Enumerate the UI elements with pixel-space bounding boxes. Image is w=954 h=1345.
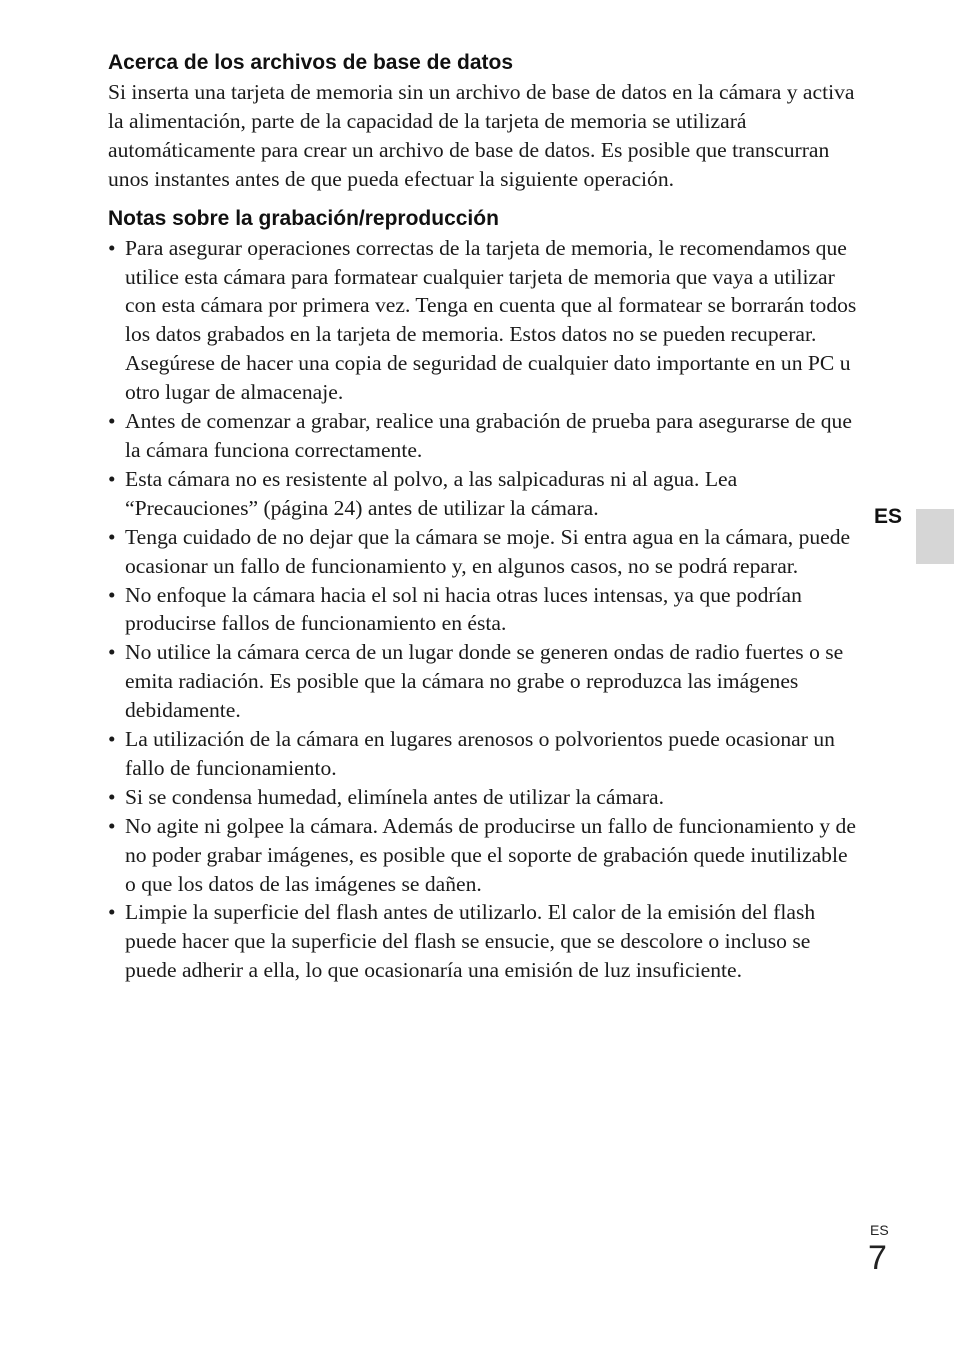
list-item [108,812,860,899]
recording-playback-notes-section [108,204,860,986]
bullet-icon: • [108,582,116,607]
database-files-section [108,48,860,194]
list-item-text: Si se condensa humedad, elimínela antes de utilizar la cámara. [125,784,665,809]
language-tab-label: ES [874,505,903,528]
notes-list [108,234,860,986]
page-content [108,48,860,985]
list-item [108,725,860,783]
bullet-icon: • [108,466,116,491]
list-item-text: No agite ni golpee la cámara. Además de producirse un fallo de funcionamiento y de no poder grabar imágenes, es posible que el soporte de grabación quede inutilizable o que los datos de las imágenes se dañen. [125,813,856,896]
list-item [108,581,860,639]
list-item-text: Esta cámara no es resistente al polvo, a las salpicaduras ni al agua. Lea “Precauciones” (página 24) antes de utilizar la cámara. [125,466,738,520]
list-item [108,523,860,581]
list-item-text: Tenga cuidado de no dejar que la cámara se moje. Si entra agua en la cámara, puede ocasionar un fallo de funcionamiento y, en algunos casos, no se podrá reparar. [125,524,851,578]
language-side-tab [916,509,954,564]
list-item-text: No enfoque la cámara hacia el sol ni hacia otras luces intensas, ya que podrían producirse fallos de funcionamiento en ésta. [125,582,802,636]
bullet-icon: • [108,784,116,809]
list-item-text: Antes de comenzar a grabar, realice una grabación de prueba para asegurarse de que la cámara funciona correctamente. [125,409,852,462]
list-item [108,465,860,523]
list-item [108,407,860,465]
bullet-icon: • [108,813,116,838]
list-item-text: Limpie la superficie del flash antes de utilizarlo. El calor de la emisión del flash puede hacer que la superficie del flash se ensucie, que se descolore o incluso se puede adherir a ella, lo que ocasionaría una emisión de luz insuficiente. [125,900,816,983]
list-item [108,234,860,407]
list-item [108,638,860,725]
bullet-icon: • [108,235,116,260]
list-item-text: La utilización de la cámara en lugares arenosos o polvorientos puede ocasionar un fallo de funcionamiento. [125,727,835,780]
page-number: 7 [868,1239,887,1277]
list-item [108,898,860,985]
database-files-paragraph: Si inserta una tarjeta de memoria sin un archivo de base de datos en la cámara y activa la alimentación, parte de la capacidad de la tarjeta de memoria se utilizará automáticamente para crear un archivo de base de datos. Es posible que transcurran unos instantes antes de que pueda efectuar la siguiente operación. [108,80,855,191]
bullet-icon: • [108,900,116,925]
list-item-text: No utilice la cámara cerca de un lugar donde se generen ondas de radio fuertes o se emita radiación. Es posible que la cámara no grabe o reproduzca las imágenes debidamente. [125,640,844,723]
section-heading-database-files: Acerca de los archivos de base de datos [108,51,514,74]
bullet-icon: • [108,524,116,549]
list-item-text: Para asegurar operaciones correctas de la tarjeta de memoria, le recomendamos que utilice esta cámara para formatear cualquier tarjeta de memoria que vaya a utilizar con esta cámara por primera vez. Tenga en cuenta que al formatear se borrarán todos los datos grabados en la tarjeta de memoria. Estos datos no se pueden recuperar. Asegúrese de hacer una copia de seguridad de cualquier dato importante en un PC u otro lugar de almacenaje. [125,235,857,405]
section-heading-recording-notes: Notas sobre la grabación/reproducción [108,206,499,230]
bullet-icon: • [108,640,116,665]
bullet-icon: • [108,409,116,434]
list-item [108,783,860,812]
footer-language: ES [870,1222,889,1238]
bullet-icon: • [108,727,116,752]
